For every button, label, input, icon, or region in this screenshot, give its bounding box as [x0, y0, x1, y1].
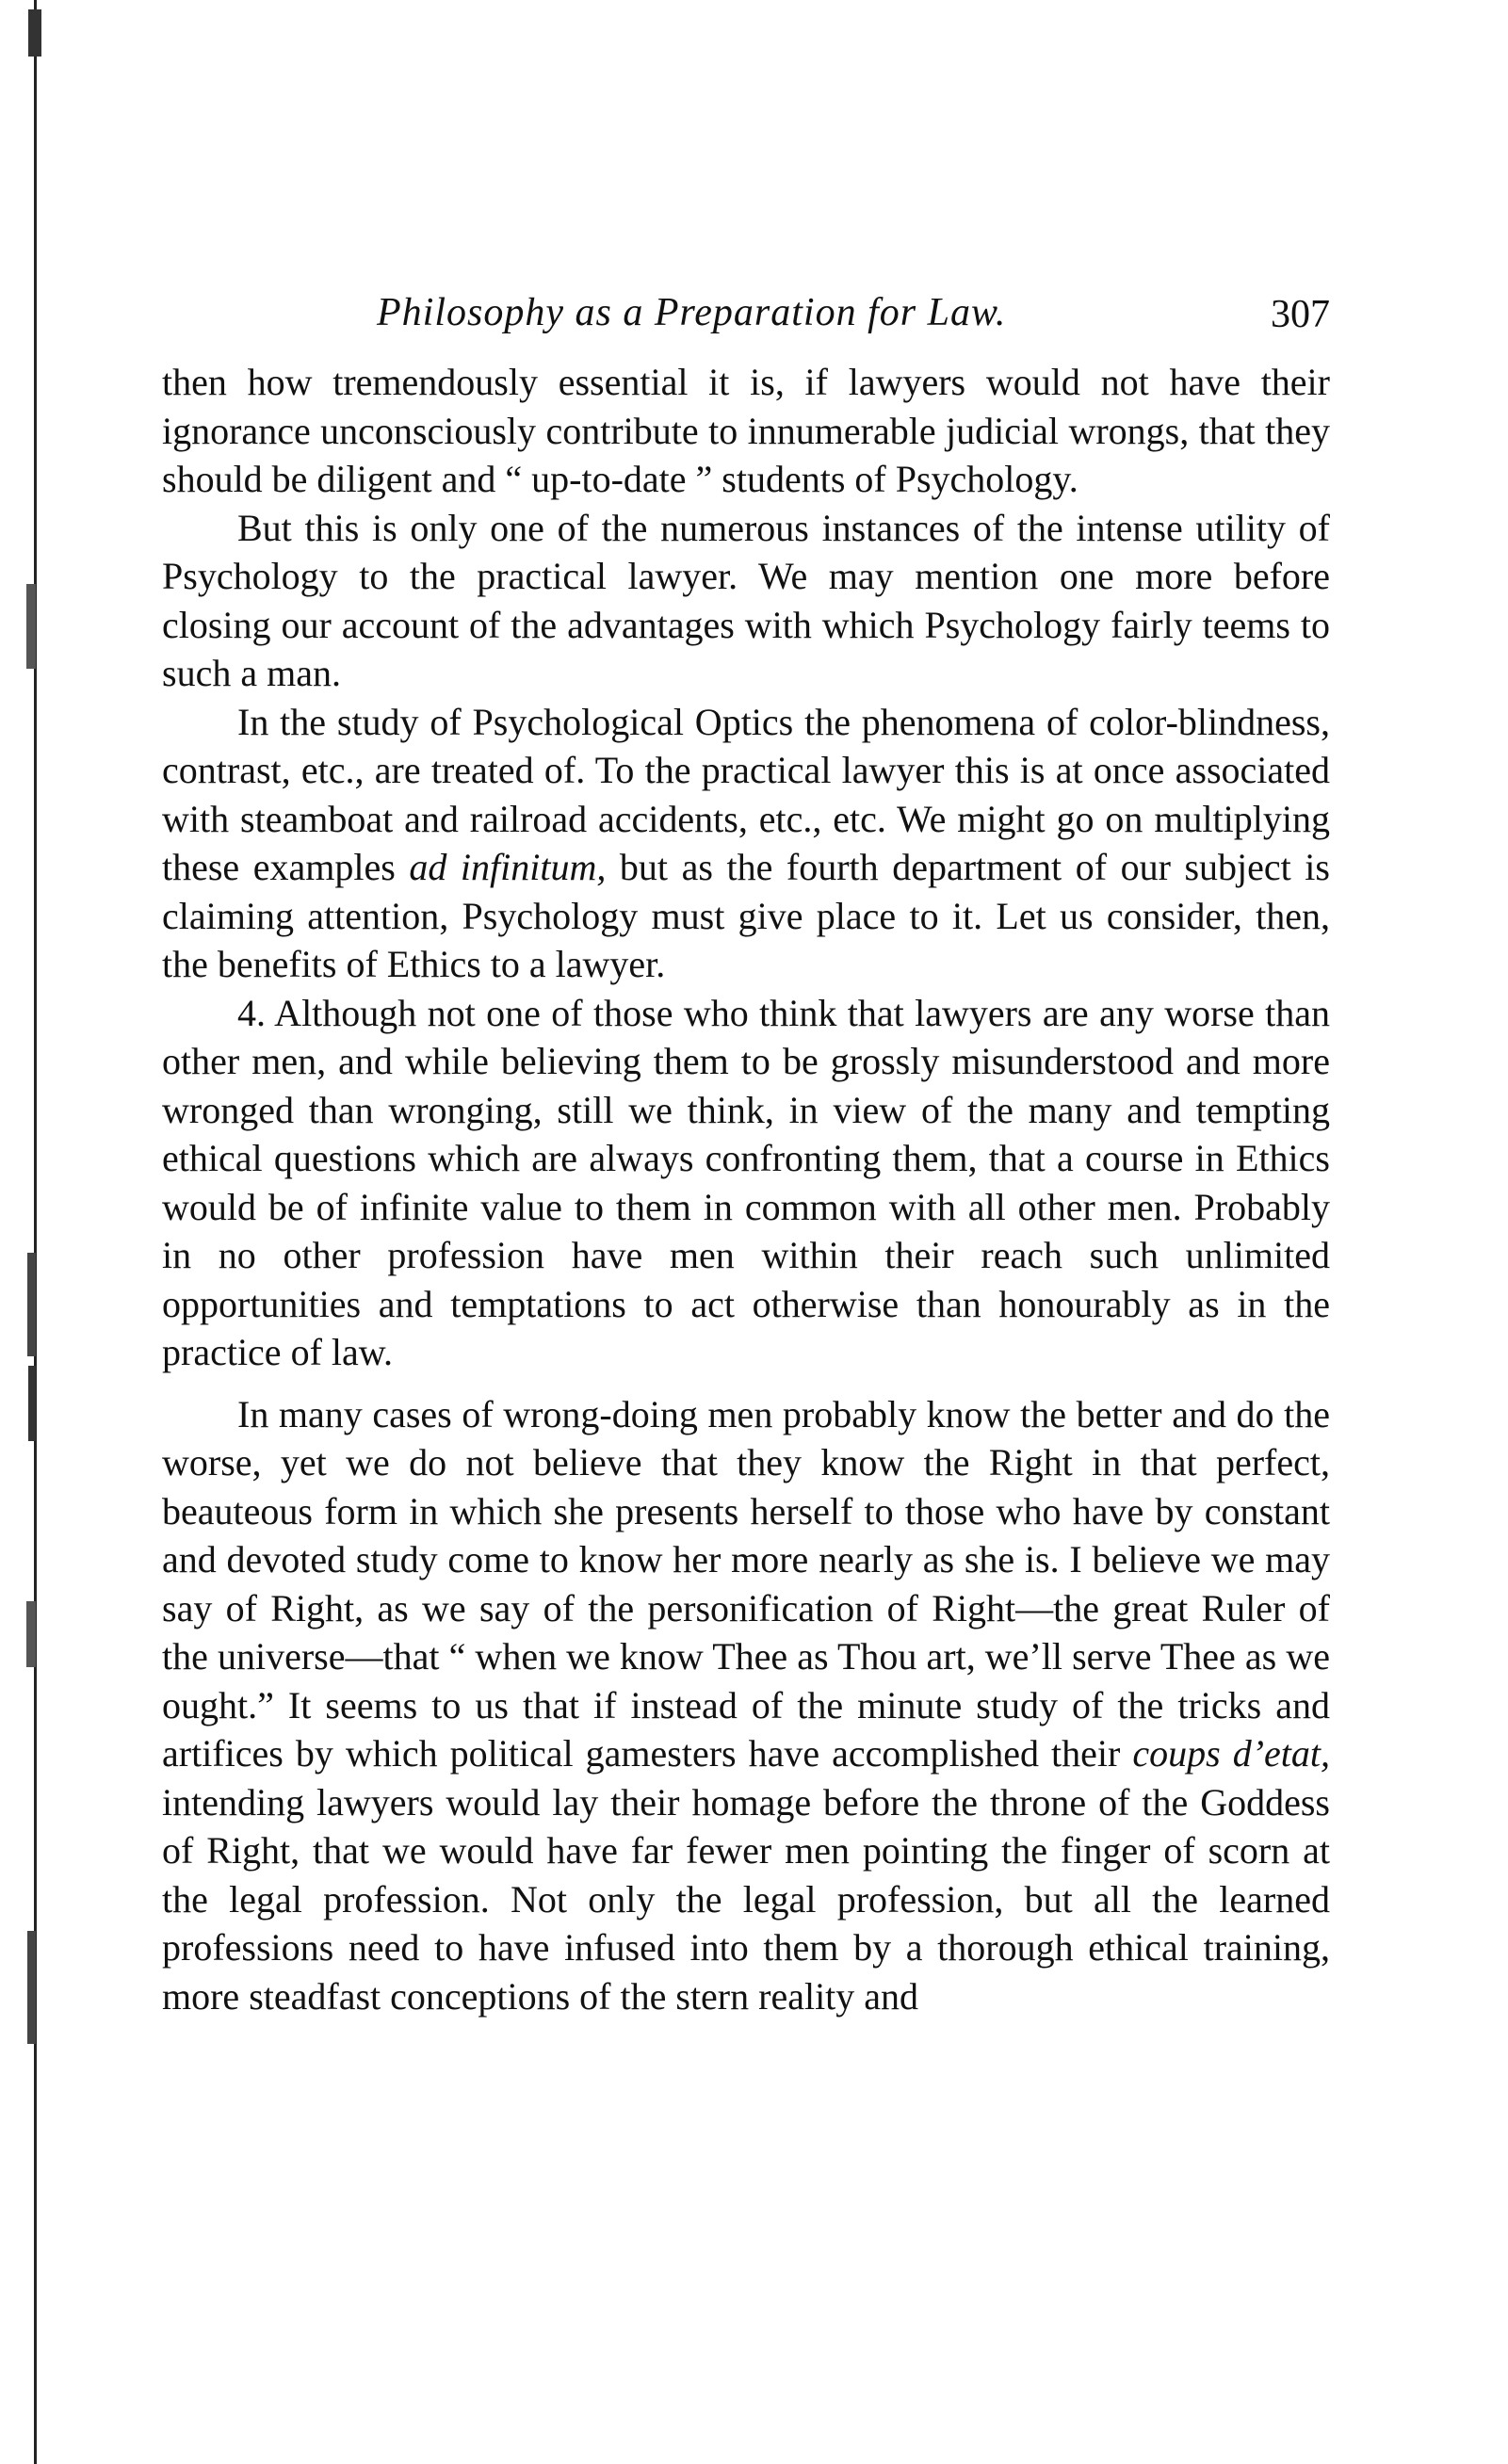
paragraph [162, 1390, 1330, 2021]
body-text [162, 358, 1330, 2020]
running-title: Philosophy as a Preparation for Law. [377, 291, 1007, 334]
text-run: 4. Although not one of those who think that lawyers are any worse than other men, and while believing them to be grossly misunderstood and more wronged than wronging, still we think, in view of the many and tempting ethical questions which are always confronting them, that a course in Ethics would be of infinite value to them in common with all other men. Probably in no other profession have men within their reach such unlimited opportunities and temptations to act otherwise than honourably as in the practice of law. [162, 991, 1330, 1373]
italic-phrase: coups d’etat, [1132, 1732, 1331, 1775]
text-run: but as the fourth department of our subject is claiming attention, Psychology must give place to it. Let us consider, then, the benefits of Ethics to a lawyer. [162, 846, 1330, 985]
text-run: In many cases of wrong-doing men probably know the better and do the worse, yet we do not believe that they know the Right in that perfect, beauteous form in which she presents herself to those who have by constant and devoted study come to know her more nearly as she is. I believe we may say of Right, as we say of the personification of Right—the great Ruler of the universe—that “ when we know Thee as Thou art, we’ll serve Thee as we ought.” It seems to us that if instead of the minute study of the tricks and artifices by which political gamesters have accomplished their [162, 1392, 1330, 1775]
paragraph [162, 504, 1330, 698]
italic-phrase: ad infinitum, [409, 846, 607, 888]
binding-specks [21, 0, 49, 2464]
text-run: But this is only one of the numerous instances of the intense utility of Psychology to the practical lawyer. We may mention one more before closing our account of the advantages with which Psychology fairly teems to such a man. [162, 506, 1330, 694]
text-run: then how tremendously essential it is, if lawyers would not have their ignorance unconsciously contribute to innumerable judicial wrongs, that they should be diligent and “ up-to-date ” students of Psychology. [162, 361, 1330, 500]
page-header [377, 283, 1330, 358]
text-run: intending lawyers would lay their homage before the throne of the Goddess of Right, that we would have far fewer men pointing the finger of scorn at the legal profession. Not only the legal profession, but all the learned professions need to have infused into them by a thorough ethical training, more steadfast conceptions of the stern reality and [162, 1780, 1330, 2018]
paragraph [162, 989, 1330, 1377]
text-run: In the study of Psychological Optics the phenomena of color-blindness, contrast, etc., are treated of. To the practical lawyer this is at once associated with steamboat and railroad accidents, etc., etc. We might go on multiplying these examples [162, 700, 1330, 888]
page-number: 307 [1271, 293, 1330, 336]
paragraph [162, 698, 1330, 989]
paragraph [162, 358, 1330, 504]
page-binding-edge [21, 0, 49, 2464]
